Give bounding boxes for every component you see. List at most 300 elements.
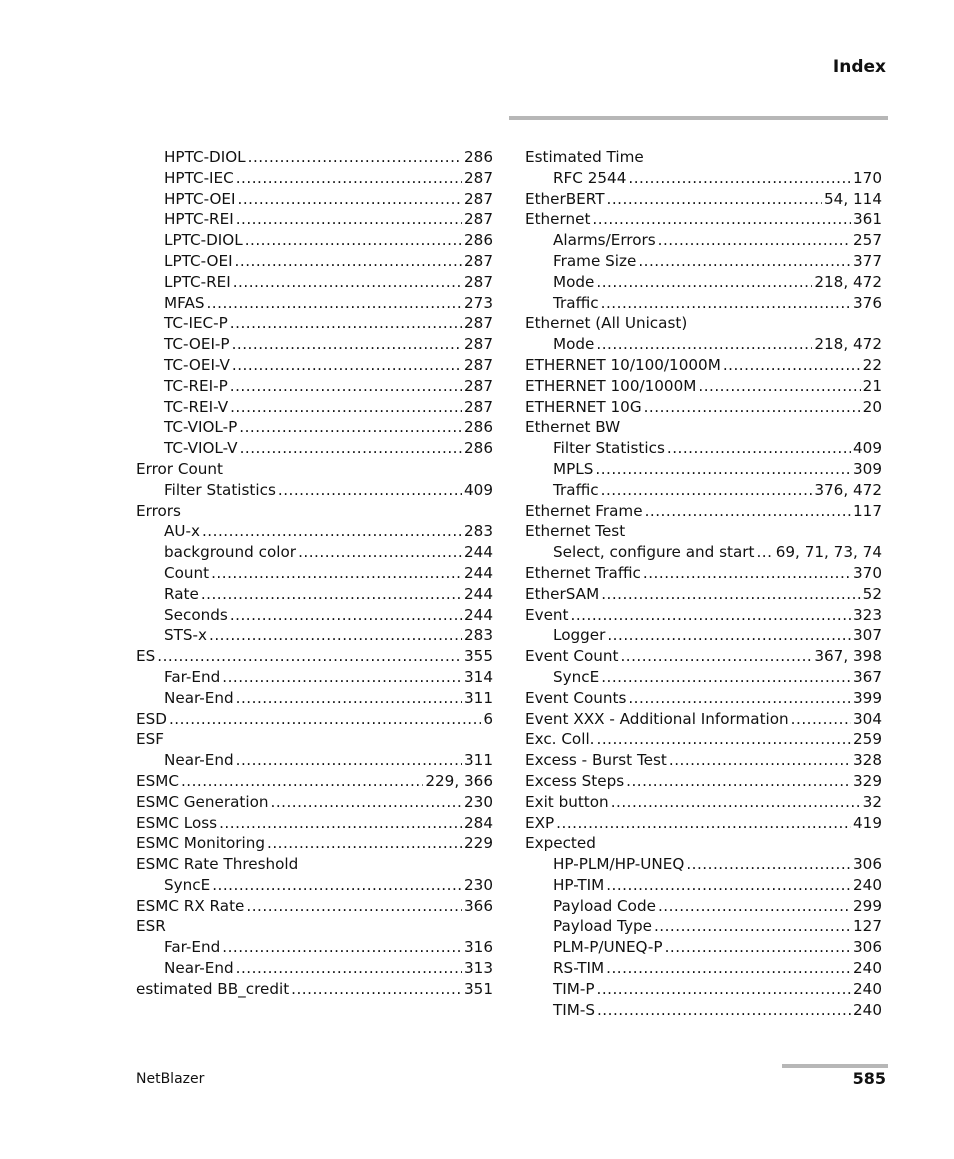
dot-leader (628, 688, 851, 709)
index-term: HPTC-IEC (164, 168, 234, 187)
dot-leader (601, 480, 813, 501)
index-page-refs: 284 (464, 813, 493, 832)
index-term: Far-End (164, 938, 221, 957)
index-page-refs: 306 (853, 855, 882, 874)
index-entry (136, 833, 493, 854)
dot-leader (246, 896, 462, 917)
index-page-refs: 287 (464, 272, 493, 291)
page-number: 585 (852, 1069, 886, 1088)
index-term: Event (525, 605, 569, 624)
index-entry (136, 563, 493, 584)
index-page-refs: 361 (853, 210, 882, 229)
index-entry (525, 189, 882, 210)
index-term: Logger (553, 626, 606, 645)
dot-leader (669, 750, 851, 771)
dot-leader (278, 480, 462, 501)
dot-leader (658, 230, 851, 251)
index-page-refs: 20 (862, 397, 882, 416)
dot-leader (230, 376, 462, 397)
index-page-refs: 230 (464, 792, 493, 811)
index-term: Near-End (164, 688, 234, 707)
dot-leader (230, 313, 462, 334)
index-entry (525, 646, 882, 667)
index-entry (525, 771, 882, 792)
index-page-refs: 230 (464, 875, 493, 894)
index-page-refs: 307 (853, 626, 882, 645)
index-page-refs: 273 (464, 293, 493, 312)
index-term: Seconds (164, 605, 228, 624)
dot-leader (209, 625, 462, 646)
index-term: Select, configure and start (553, 543, 755, 562)
dot-leader (791, 709, 851, 730)
index-entry (525, 729, 882, 750)
index-page-refs: 32 (862, 792, 882, 811)
index-page-refs: 316 (464, 938, 493, 957)
index-entry (136, 813, 493, 834)
index-term: HPTC-OEI (164, 189, 236, 208)
index-entry (525, 293, 882, 314)
dot-leader (756, 542, 773, 563)
index-page-refs: 52 (862, 584, 882, 603)
index-term: HPTC-DIOL (164, 148, 246, 166)
index-term: TIM-P (553, 979, 595, 998)
index-entry (136, 480, 493, 501)
dot-leader (222, 937, 462, 958)
index-term: Excess Steps (525, 771, 625, 790)
index-page-refs: 244 (464, 584, 493, 603)
dot-leader (238, 189, 462, 210)
index-page-refs: 377 (853, 251, 882, 270)
index-page-refs: 419 (853, 813, 882, 832)
index-term: TC-IEC-P (164, 314, 228, 333)
index-term: ESMC Generation (136, 792, 269, 811)
index-entry (136, 168, 493, 189)
index-page-refs: 367, 398 (814, 647, 882, 666)
index-term: ETHERNET 100/1000M (525, 376, 697, 395)
index-page-refs: 376 (853, 293, 882, 312)
index-page-refs: 409 (853, 439, 882, 458)
index-term: Payload Code (553, 896, 656, 915)
header-divider (509, 116, 888, 120)
index-entry (525, 1000, 882, 1021)
dot-leader (236, 209, 462, 230)
index-page-refs: 240 (853, 979, 882, 998)
dot-leader (723, 355, 861, 376)
index-term: HPTC-REI (164, 210, 234, 229)
dot-leader (607, 625, 851, 646)
index-page-refs: 299 (853, 896, 882, 915)
index-entry (136, 854, 493, 875)
dot-leader (202, 521, 462, 542)
index-term: Error Count (136, 459, 223, 478)
dot-leader (298, 542, 462, 563)
index-entry (136, 313, 493, 334)
dot-leader (222, 667, 462, 688)
index-entry (136, 147, 493, 168)
dot-leader (665, 937, 851, 958)
index-entry (136, 771, 493, 792)
index-entry (136, 750, 493, 771)
index-term: ESD (136, 709, 167, 728)
index-entry (525, 750, 882, 771)
index-entry (525, 147, 882, 168)
index-term: RS-TIM (553, 959, 605, 978)
index-page-refs: 287 (464, 168, 493, 187)
dot-leader (658, 896, 851, 917)
index-entry (136, 729, 493, 750)
index-entry (136, 958, 493, 979)
dot-leader (644, 397, 861, 418)
index-term: SyncE (164, 875, 211, 894)
index-term: LPTC-REI (164, 272, 231, 291)
index-term: ESR (136, 917, 166, 936)
index-entry (136, 625, 493, 646)
index-page-refs: 69, 71, 73, 74 (775, 543, 882, 562)
dot-leader (230, 605, 462, 626)
index-entry (525, 667, 882, 688)
index-page-refs: 355 (464, 647, 493, 666)
index-page-refs: 244 (464, 563, 493, 582)
index-entry (136, 417, 493, 438)
dot-leader (592, 209, 851, 230)
dot-leader (620, 646, 812, 667)
index-entry (136, 397, 493, 418)
index-page-refs: 304 (853, 709, 882, 728)
index-term: AU-x (164, 522, 200, 541)
index-page-refs: 6 (483, 709, 493, 728)
index-page-refs: 240 (853, 1000, 882, 1019)
dot-leader (601, 584, 860, 605)
index-entry (136, 438, 493, 459)
index-page-refs: 218, 472 (814, 335, 882, 354)
index-entry (525, 854, 882, 875)
index-page-refs: 328 (853, 751, 882, 770)
index-page-refs: 366 (464, 896, 493, 915)
index-term: ETHERNET 10/100/1000M (525, 355, 721, 374)
index-page-refs: 283 (464, 522, 493, 541)
index-page-refs: 287 (464, 189, 493, 208)
index-page-refs: 283 (464, 626, 493, 645)
index-term: Traffic (553, 293, 599, 312)
index-entry (525, 480, 882, 501)
index-term: ES (136, 647, 156, 666)
index-term: Errors (136, 501, 181, 520)
index-entry (525, 625, 882, 646)
index-term: EtherSAM (525, 584, 600, 603)
index-entry (525, 397, 882, 418)
index-entry (136, 896, 493, 917)
index-term: EXP (525, 813, 555, 832)
index-entry (525, 584, 882, 605)
index-entry (525, 688, 882, 709)
index-page-refs: 286 (464, 148, 493, 166)
index-term: Exc. Coll. (525, 730, 595, 749)
index-term: ESMC (136, 771, 179, 790)
index-entry (525, 501, 882, 522)
index-entry (525, 833, 882, 854)
index-term: Filter Statistics (553, 439, 665, 458)
page-header-title: Index (832, 57, 886, 77)
index-term: Ethernet Test (525, 522, 626, 541)
index-entry (525, 937, 882, 958)
dot-leader (267, 833, 462, 854)
index-page-refs: 240 (853, 959, 882, 978)
index-entry (136, 667, 493, 688)
dot-leader (597, 729, 852, 750)
index-entry (525, 251, 882, 272)
index-entry (136, 542, 493, 563)
index-entry (136, 584, 493, 605)
dot-leader (230, 397, 462, 418)
index-page-refs: 22 (862, 355, 882, 374)
dot-leader (643, 563, 851, 584)
index-page-refs: 229 (464, 834, 493, 853)
index-entry (525, 334, 882, 355)
index-entry (525, 230, 882, 251)
index-term: TIM-S (553, 1000, 595, 1019)
index-term: Traffic (553, 480, 599, 499)
index-entry (525, 376, 882, 397)
index-term: Mode (553, 335, 595, 354)
dot-leader (596, 272, 812, 293)
dot-leader (271, 792, 463, 813)
index-entry (525, 979, 882, 1000)
index-entry (136, 688, 493, 709)
index-term: HP-TIM (553, 875, 605, 894)
index-term: ETHERNET 10G (525, 397, 642, 416)
index-page-refs: 287 (464, 314, 493, 333)
index-entry (525, 958, 882, 979)
index-entry (525, 542, 882, 563)
index-entry (136, 251, 493, 272)
dot-leader (206, 293, 462, 314)
dot-leader (211, 563, 462, 584)
dot-leader (248, 147, 462, 168)
index-entry (136, 189, 493, 210)
index-term: ESF (136, 730, 164, 749)
index-term: SyncE (553, 667, 600, 686)
index-term: Event Counts (525, 688, 627, 707)
index-term: estimated BB_credit (136, 979, 290, 998)
index-page-refs: 399 (853, 688, 882, 707)
index-term: Alarms/Errors (553, 231, 656, 250)
index-page-refs: 21 (862, 376, 882, 395)
dot-leader (606, 875, 851, 896)
index-term: Frame Size (553, 251, 637, 270)
dot-leader (595, 459, 851, 480)
dot-leader (654, 916, 851, 937)
index-page-refs: 376, 472 (814, 480, 882, 499)
index-entry (136, 646, 493, 667)
index-entry (525, 521, 882, 542)
dot-leader (607, 189, 823, 210)
index-term: Rate (164, 584, 199, 603)
index-entry (525, 355, 882, 376)
dot-leader (571, 605, 851, 626)
index-term: TC-REI-V (164, 397, 229, 416)
index-page-refs: 287 (464, 251, 493, 270)
index-entry (525, 709, 882, 730)
index-entry (136, 272, 493, 293)
dot-leader (606, 958, 851, 979)
dot-leader (601, 293, 851, 314)
index-term: ESMC RX Rate (136, 896, 245, 915)
dot-leader (240, 438, 462, 459)
index-entry (525, 916, 882, 937)
index-page-refs: 367 (853, 667, 882, 686)
index-page-refs: 329 (853, 771, 882, 790)
index-term: TC-VIOL-P (164, 418, 238, 437)
index-term: MPLS (553, 459, 594, 478)
dot-leader (236, 750, 462, 771)
index-page-refs: 170 (853, 168, 882, 187)
footer-divider (782, 1064, 888, 1068)
index-page-refs: 286 (464, 231, 493, 250)
index-entry (525, 272, 882, 293)
index-page-refs: 218, 472 (814, 272, 882, 291)
dot-leader (181, 771, 423, 792)
index-page-refs: 229, 366 (425, 771, 493, 790)
index-entry (525, 313, 882, 334)
dot-leader (236, 688, 462, 709)
index-term: Ethernet BW (525, 418, 621, 437)
index-page-refs: 311 (464, 751, 493, 770)
index-entry (136, 709, 493, 730)
dot-leader (212, 875, 462, 896)
index-page-refs: 286 (464, 439, 493, 458)
index-term: Event Count (525, 647, 619, 666)
index-term: Ethernet (525, 210, 591, 229)
index-entry (136, 334, 493, 355)
dot-leader (601, 667, 851, 688)
index-entry (525, 459, 882, 480)
index-term: Expected (525, 834, 596, 853)
index-term: Excess - Burst Test (525, 751, 667, 770)
dot-leader (239, 417, 462, 438)
index-page-refs: 314 (464, 667, 493, 686)
index-entry (136, 293, 493, 314)
index-page-refs: 240 (853, 875, 882, 894)
index-page-refs: 287 (464, 210, 493, 229)
index-page-refs: 409 (464, 480, 493, 499)
footer-product-name: NetBlazer (136, 1071, 205, 1087)
index-page-refs: 311 (464, 688, 493, 707)
index-entry (136, 209, 493, 230)
index-entry (525, 813, 882, 834)
index-term: HP-PLM/HP-UNEQ (553, 855, 685, 874)
index-term: TC-REI-P (164, 376, 228, 395)
index-term: Ethernet (All Unicast) (525, 314, 688, 333)
index-entry (525, 896, 882, 917)
dot-leader (597, 979, 852, 1000)
dot-leader (628, 168, 851, 189)
index-page-refs: 323 (853, 605, 882, 624)
index-entry (136, 937, 493, 958)
index-page-refs: 244 (464, 605, 493, 624)
index-term: Count (164, 563, 210, 582)
dot-leader (232, 334, 462, 355)
index-entry (136, 459, 493, 480)
dot-leader (201, 584, 462, 605)
index-page-refs: 287 (464, 335, 493, 354)
index-term: LPTC-OEI (164, 251, 233, 270)
index-term: Exit button (525, 792, 609, 811)
index-page-refs: 313 (464, 959, 493, 978)
index-term: Far-End (164, 667, 221, 686)
index-entry (136, 376, 493, 397)
index-entry (136, 979, 493, 1000)
index-entry (525, 417, 882, 438)
index-term: MFAS (164, 293, 205, 312)
index-entry (136, 875, 493, 896)
dot-leader (236, 958, 462, 979)
dot-leader (232, 355, 462, 376)
index-entry (136, 916, 493, 937)
dot-leader (157, 646, 462, 667)
index-term: STS-x (164, 626, 208, 645)
dot-leader (686, 854, 851, 875)
dot-leader (236, 168, 462, 189)
index-entry (525, 605, 882, 626)
index-term: TC-OEI-V (164, 355, 230, 374)
index-entry (525, 438, 882, 459)
index-term: ESMC Monitoring (136, 834, 265, 853)
index-page-refs: 117 (853, 501, 882, 520)
dot-leader (645, 501, 851, 522)
index-term: background color (164, 543, 297, 562)
index-column-right (525, 147, 882, 1020)
index-entry (136, 521, 493, 542)
index-term: Near-End (164, 959, 234, 978)
dot-leader (235, 251, 462, 272)
dot-leader (556, 813, 851, 834)
index-page-refs: 309 (853, 459, 882, 478)
dot-leader (611, 792, 861, 813)
index-page-refs: 370 (853, 563, 882, 582)
dot-leader (698, 376, 860, 397)
index-term: PLM-P/UNEQ-P (553, 938, 663, 957)
dot-leader (638, 251, 851, 272)
index-page-refs: 286 (464, 418, 493, 437)
index-entry (136, 605, 493, 626)
index-term: Ethernet Traffic (525, 563, 641, 582)
dot-leader (626, 771, 851, 792)
index-term: Mode (553, 272, 595, 291)
dot-leader (245, 230, 462, 251)
index-term: Near-End (164, 751, 234, 770)
index-term: LPTC-DIOL (164, 231, 243, 250)
index-column-left (136, 147, 493, 1000)
index-page-refs: 244 (464, 543, 493, 562)
index-term: Filter Statistics (164, 480, 276, 499)
index-entry (525, 168, 882, 189)
index-term: Event XXX - Additional Information (525, 709, 789, 728)
index-entry (136, 792, 493, 813)
index-term: RFC 2544 (553, 168, 627, 187)
index-page-refs: 351 (464, 979, 493, 998)
index-page-refs: 127 (853, 917, 882, 936)
index-term: Ethernet Frame (525, 501, 643, 520)
index-entry (525, 209, 882, 230)
index-term: EtherBERT (525, 189, 605, 208)
index-page-refs: 306 (853, 938, 882, 957)
dot-leader (169, 709, 481, 730)
index-page-refs: 54, 114 (824, 189, 882, 208)
index-entry (525, 792, 882, 813)
dot-leader (597, 1000, 851, 1021)
index-term: TC-VIOL-V (164, 439, 238, 458)
dot-leader (291, 979, 462, 1000)
